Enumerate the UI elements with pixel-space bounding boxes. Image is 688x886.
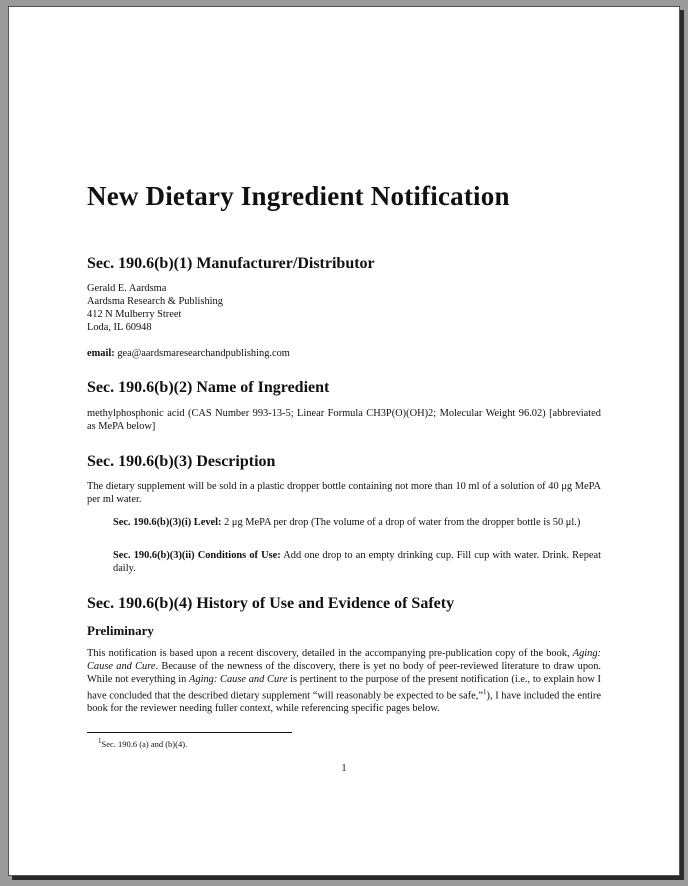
sec2-heading: Sec. 190.6(b)(2) Name of Ingredient <box>87 379 330 396</box>
footnote-mark: 1 <box>98 737 102 745</box>
paragraph-text: This notification is based upon a recent discovery, detailed in the accompanying pre-publication copy of the book, <box>87 648 573 659</box>
paragraph-text: . Because of the newness of the discovery, there is yet no body of peer-reviewed literature to draw upon. While not everything in <box>87 661 602 685</box>
sec4-subheading: Preliminary <box>87 623 154 638</box>
address-line: 412 N Mulberry Street <box>87 309 182 320</box>
email-value: gea@aardsmaresearchandpublishing.com <box>117 348 290 359</box>
footnote-area <box>87 728 601 750</box>
sec2-text: methylphosphonic acid (CAS Number 993-13-5; Linear Formula CH3P(O)(OH)2; Molecular Weight 96.02) [abbreviated as MePA below] <box>87 408 601 432</box>
footnote-rule <box>87 732 292 733</box>
sec3-text: The dietary supplement will be sold in a plastic dropper bottle containing not more than 10 ml of a solution of 40 μg MePA per ml water. <box>87 481 601 505</box>
email-line <box>87 347 601 360</box>
document-title: New Dietary Ingredient Notification <box>87 181 510 211</box>
footnote-text: Sec. 190.6 (a) and (b)(4). <box>101 738 188 749</box>
paragraph-text: ), I have included the entire book for the reviewer needing fuller context, while referencing specific pages below. <box>87 690 602 715</box>
sec1-heading: Sec. 190.6(b)(1) Manufacturer/Distributor <box>87 255 375 272</box>
footnote <box>98 736 601 750</box>
use-paragraph <box>113 549 601 575</box>
footnote-marker: 1 <box>482 688 487 696</box>
sec4-heading: Sec. 190.6(b)(4) History of Use and Evidence of Safety <box>87 595 455 612</box>
sec3-heading: Sec. 190.6(b)(3) Description <box>87 453 276 470</box>
paragraph-text: is pertinent to the purpose of the present notification (i.e., to explain how I have concluded that the described dietary supplement “will reasonably be expected to be safe,” <box>87 674 601 702</box>
page-number: 1 <box>341 763 347 774</box>
book-title: Aging: Cause and Cure <box>189 674 288 685</box>
level-text: 2 μg MePA per drop (The volume of a drop of water from the dropper bottle is 50 μl.) <box>224 517 581 528</box>
level-paragraph <box>113 516 601 529</box>
book-title: Aging: Cause and Cure <box>87 648 601 672</box>
level-label: Sec. 190.6(b)(3)(i) Level: <box>113 517 222 528</box>
document-page <box>8 6 680 876</box>
manufacturer-address <box>87 282 601 334</box>
address-line: Aardsma Research & Publishing <box>87 296 223 307</box>
email-label: email: <box>87 348 115 359</box>
use-text: Add one drop to an empty drinking cup. Fill cup with water. Drink. Repeat daily. <box>113 550 601 574</box>
preliminary-paragraph <box>87 647 601 715</box>
use-label: Sec. 190.6(b)(3)(ii) Conditions of Use: <box>113 550 281 561</box>
address-line: Gerald E. Aardsma <box>87 283 167 294</box>
address-line: Loda, IL 60948 <box>87 322 152 333</box>
